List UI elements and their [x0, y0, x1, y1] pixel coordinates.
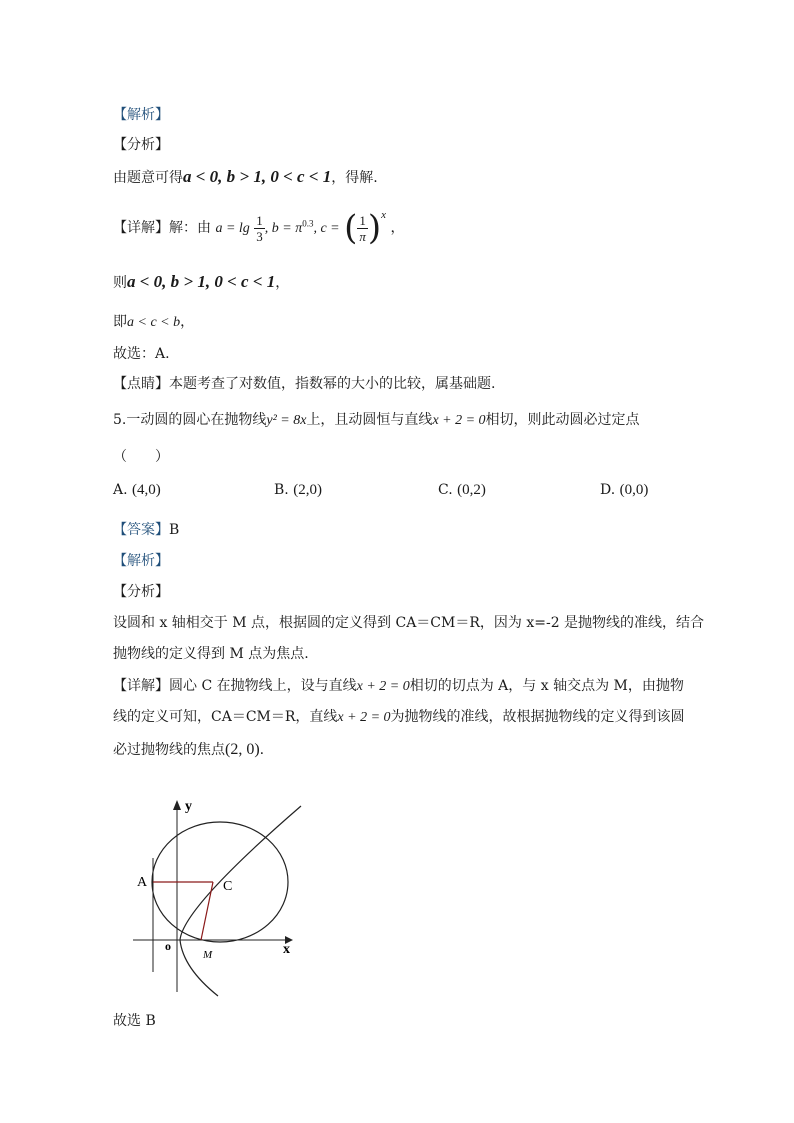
- fenxi-line-2: 抛物线的定义得到 M 点为焦点.: [113, 646, 309, 662]
- xiangjie-line-2: 线的定义可知，CA＝CM＝R，直线x + 2 = 0为抛物线的准线，故根据抛物线的定义得到该圆: [113, 709, 685, 725]
- xiangjie-label: 【详解】: [113, 220, 169, 236]
- xiangjie-label-2: 【详解】: [113, 678, 169, 694]
- c-exponent: x: [381, 209, 387, 221]
- ji-text: 即a < c < b，: [113, 314, 195, 330]
- parabola-circle-diagram: [125, 796, 325, 1002]
- question-5-paren: （ ）: [113, 449, 169, 465]
- option-c: C. (0,2): [438, 482, 486, 498]
- fenxi-math: a < 0, b > 1, 0 < c < 1: [183, 167, 332, 186]
- option-b: B. (2,0): [274, 482, 322, 498]
- fenxi-line-1: 设圆和 x 轴相交于 M 点，根据圆的定义得到 CA＝CM＝R，因为 x=-2 是抛物线的准线，结合: [113, 615, 705, 631]
- fenxi-heading-1: 【分析】: [113, 137, 169, 153]
- label-o: o: [165, 939, 171, 953]
- y-axis-arrow-icon: [173, 800, 181, 810]
- ji-math: a < c < b: [127, 315, 181, 330]
- xiangjie-text-1: 【详解】解：由 a = lg $\frac{1}{3}$ , $b = \pi^{0.3}$, c = ( $\frac{1}{\pi}$ )$^x$ ，: [113, 208, 405, 248]
- label-y: y: [185, 799, 192, 814]
- parabola-equation: y² = 8x: [266, 413, 307, 428]
- jiexi-heading-2: 【解析】: [113, 553, 169, 569]
- question-5-stem: 5.一动圆的圆心在抛物线y² = 8x上，且动圆恒与直线x + 2 = 0相切，则此动圆必过定点: [113, 412, 640, 428]
- answer-line: [113, 519, 179, 539]
- option-a: A. (4,0): [113, 482, 161, 498]
- line-equation: x + 2 = 0: [432, 413, 486, 428]
- xiangjie-pre: 解：由: [169, 220, 211, 236]
- xiangjie-line-3: 必过抛物线的焦点(2, 0).: [113, 741, 265, 758]
- fraction-one-third: $\frac{1}{3}$: [256, 212, 263, 244]
- dianjing-text: 【点睛】本题考查了对数值，指数幂的大小的比较，属基础题.: [113, 376, 496, 392]
- fenxi-pre: 由题意可得: [113, 170, 183, 186]
- jiexi-heading-1: 【解析】: [113, 107, 169, 123]
- fraction-one-over-pi: $\frac{1}{\pi}$: [359, 212, 366, 244]
- expr-a: a = lg: [215, 221, 250, 236]
- expr-c: , c =: [313, 221, 340, 236]
- label-c: C: [223, 879, 233, 894]
- b-exponent: 0.3: [302, 218, 314, 229]
- xiangjie-line-1: 【详解】圆心 C 在抛物线上，设与直线x + 2 = 0相切的切点为 A，与 x 轴交点为 M，由抛物: [113, 678, 684, 694]
- guxuan-text-1: 故选：A.: [113, 346, 170, 362]
- segment-cm: [201, 882, 213, 940]
- fenxi-text-1: [113, 167, 378, 187]
- expr-b: , b = π: [264, 221, 303, 236]
- fenxi-heading-2: 【分析】: [113, 584, 169, 600]
- label-m: M: [203, 949, 213, 961]
- ze-math: a < 0, b > 1, 0 < c < 1: [127, 272, 276, 291]
- parabola-curve: [180, 806, 301, 996]
- answer-label: 【答案】: [113, 522, 169, 538]
- answer-value: B: [169, 522, 180, 538]
- label-x: x: [283, 942, 290, 957]
- final-answer: 故选 B: [113, 1013, 156, 1029]
- focus-point: (2, 0): [225, 741, 260, 758]
- label-a: A: [137, 875, 148, 890]
- dianjing-label: 【点睛】: [113, 376, 169, 392]
- option-d: D. (0,0): [600, 482, 649, 498]
- ze-text: 则a < 0, b > 1, 0 < c < 1，: [113, 272, 290, 291]
- fenxi-post: ，得解.: [331, 170, 378, 186]
